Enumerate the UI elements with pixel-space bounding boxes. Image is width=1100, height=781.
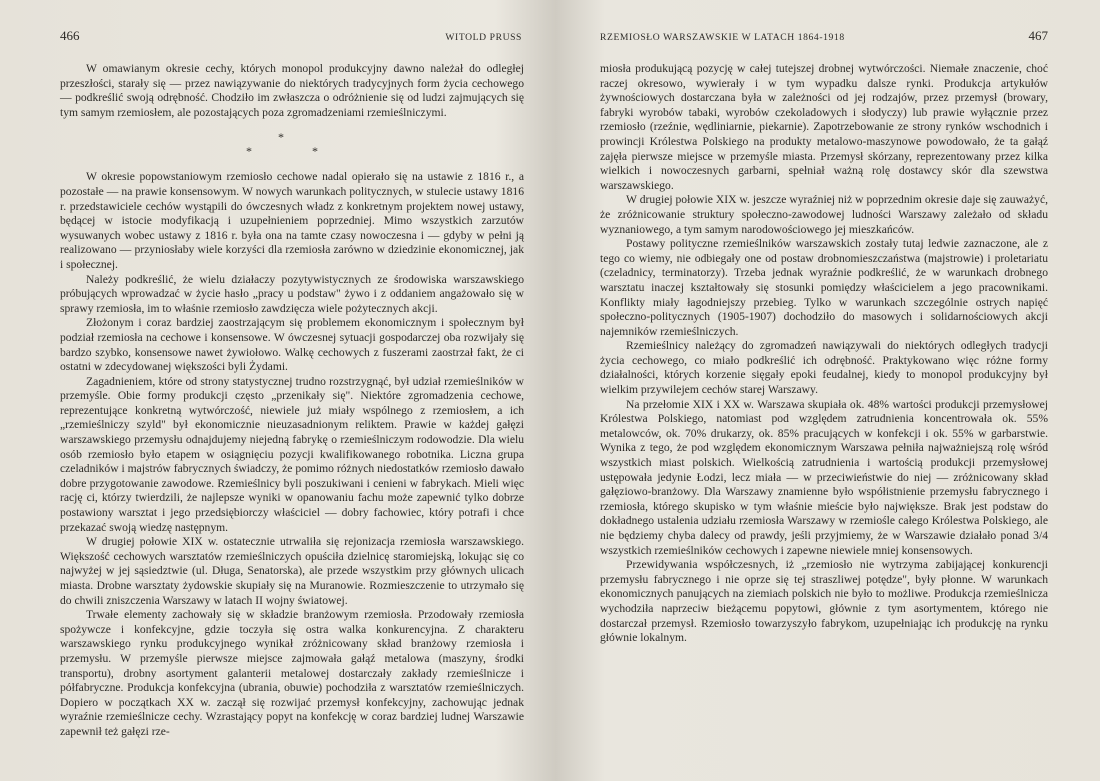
paragraph: Na przełomie XIX i XX w. Warszawa skupiała ok. 48% wartości produkcji przemysłowej Królestwa Polskiego, natomiast pod względem zatrudnienia koncentrowała ok. 55% metalowców, ok. 70% drukarzy, ok. 85% pracujących w konfekcji i ok. 55% w garbarstwie. Wynika z tego, że pod względem ekonomicznym Warszawa pełniła najważniejszą rolę wśród wszystkich miast polskich. Wielkością zatrudnienia i wartością produkcji przemysłowej ustępowała jedynie Łodzi, lecz miała — w przeciwieństwie do niej — zróżnicowany skład gałęziowo-branżowy. Dla Warszawy znamienne było współistnienie przemysłu fabrycznego i rzemiosła, którego skupisko w tym właśnie mieście było największe. Brak jest podstaw do dokładnego ustalenia udziału rzemiosła Warszawy w rzemiośle całego Królestwa Polskiego, ale nie będziemy chyba dalecy od prawdy, jeśli przyjmiemy, że w Warszawie działało ponad 3/4 wszystkich rzemieślników cechowych i zapewne niewiele mniej konsensowych. <box>600 397 1048 557</box>
paragraph-continuation: miosła produkującą pozycję w całej tutejszej drobnej wytwórczości. Niemałe znaczenie, choć raczej okresowo, wywierały i w tym wypadku dalsze rynki. Produkcja artykułów żywnościowych dostarczana była w zależności od jej rodzajów, przez przemysł (browary, fabryki wyrobów tabaki, wyrobów czekoladowych i słodyczy) lub prawie wyłącznie przez rzemiosło (rzeźnie, wędliniarnie, piekarnie). Zapotrzebowanie ze strony rynków wschodnich i prowincji Królestwa Polskiego na produkty metalowo-maszynowe powodowało, że ta gałąź zajęła pierwsze miejsce w przemyśle miasta. Przemysł skórzany, reprezentowany przez kilka wielkich i nowoczesnych garbarni, spełniał ważną rolę dostawcy skór dla szewstwa warszawskiego. <box>600 62 1048 192</box>
paragraph: Postawy polityczne rzemieślników warszawskich zostały tutaj ledwie zaznaczone, ale z tego co wiemy, nie odbiegały one od postaw drobnomieszczaństwa (majstrowie) i proletariatu (czeladnicy, terminatorzy). Trzeba jednak wyraźnie podkreślić, że w warunkach drobnego warsztatu inaczej kształtowały się stosunki pomiędzy właścicielem a jego pracownikami. Konflikty miały łagodniejszy przebieg. Tylko w warunkach szczególnie ostrych napięć społeczno-politycznych (1905-1907) dochodziło do masowych i solidarnościowych akcji najemników rzemieślniczych. <box>600 237 1048 338</box>
left-page-body <box>60 62 524 740</box>
left-running-head <box>60 28 530 62</box>
paragraph: W drugiej połowie XIX w. ostatecznie utrwaliła się rejonizacja rzemiosła warszawskiego. Większość cechowych warsztatów rzemieślniczych opuściła dzielnicę staromiejską, lokując się co najwyżej w jej sąsiedztwie (ul. Długa, Senatorska), ale przede wszystkim przy głównych ulicach miasta. Drobne warsztaty żydowskie skupiały się na Muranowie. Rozmieszczenie to utrzymało się do chwili zniszczenia Warszawy w latach II wojny światowej. <box>60 535 524 607</box>
right-running-title: RZEMIOSŁO WARSZAWSKIE W LATACH 1864-1918 <box>600 32 845 43</box>
right-page-body <box>600 62 1048 646</box>
paragraph: Rzemieślnicy należący do zgromadzeń nawiązywali do niektórych odległych tradycji życia cechowego, co miało podkreślić ich odrębność. Praktykowano więc różne formy działalności, których korzenie sięgały epoki feudalnej, kiedy to monopol produkcyjny był wielkim przywilejem cechów starej Warszawy. <box>600 339 1048 397</box>
right-page <box>556 0 1100 781</box>
paragraph: W okresie popowstaniowym rzemiosło cechowe nadal opierało się na ustawie z 1816 r., a pozostałe — na prawie konsensowym. W nowych warunkach politycznych, w stulecie ustawy 1816 r. przedstawiciele cechów wystąpili do ówczesnych władz z konkretnym projektem nowej ustawy, będącej w istocie modyfikacją i uzupełnieniem poprzedniej. Mimo wszystkich zarzutów wysuwanych wobec ustawy z 1816 r. była ona na tamte czasy nowoczesna i — gdyby w pełni ją realizowano — przyniosłaby wiele korzyści dla rzemiosła zarówno w dziedzinie ekonomicznej, jak i społecznej. <box>60 170 524 271</box>
paragraph: Należy podkreślić, że wielu działaczy pozytywistycznych ze środowiska warszawskiego próbujących wprowadzać w życie hasło „pracy u podstaw" żywo i z oddaniem angażowało się w sprawy rzemiosła, im to właśnie rzemiosło zawdzięcza wiele pożytecznych akcji. <box>60 272 524 315</box>
paragraph: Przewidywania współczesnych, iż „rzemiosło nie wytrzyma zabijającej konkurencji przemysłu fabrycznego i nie oprze się tej straszliwej potędze", były płonne. W warunkach ekonomicznych panujących na ziemiach polskich nie było to możliwe. Produkcja rzemieślnicza wychodziła naprzeciw bieżącemu popytowi, głównie z tym asortymentem, którego nie dostarczał przemysł. Rzemiosło towarzyszyło fabrykom, uzupełniając ich produkcję na rynku głównie lokalnym. <box>600 558 1048 645</box>
asterisk: * <box>278 130 284 145</box>
left-running-title: WITOLD PRUSS <box>445 32 522 43</box>
right-page-number: 467 <box>1028 28 1048 43</box>
paragraph: Zagadnieniem, które od strony statystycznej trudno rozstrzygnąć, był udział rzemieślników w przemyśle. Obie formy produkcji często „przenikały się". Niektóre zgromadzenia cechowe, reprezentujące konkretną wytwórczość, niewiele już miały wspólnego z rzemiosłem, a ich „rzemieślniczy szyld" był ekonomicznie nieuzasadnionym reliktem. Prawie w każdej gałęzi warszawskiego przemysłu odnajdujemy niejedną fabrykę o rzemieślniczym rodowodzie. Dla wielu osób rzemiosło było etapem w osiągnięciu pozycji kwalifikowanego robotnika. Liczna grupa czeladników i majstrów fabrycznych świadczy, że pomimo różnych niedostatków rzemiosło dawało dobre przygotowanie zawodowe. Rzemieślnicy byli poszukiwani i cenieni w fabrykach. Mieli więc rację ci, którzy twierdzili, że najlepsze wyniki w opanowaniu fachu może zapewnić tylko dobrze postawiony warsztat i jego przedsiębiorczy właściciel — dobry fachowiec, który potrafi i chce przekazać swoją wiedzę następnym. <box>60 374 524 534</box>
asterisk: * <box>246 144 252 159</box>
paragraph: Złożonym i coraz bardziej zaostrzającym się problemem ekonomicznym i społecznym był podział rzemiosła na cechowe i konsensowe. W ówczesnej sytuacji gospodarczej oba rozwijały się bardzo szybko, konsensowe nawet żywiołowo. Walkę cechowych z fuszerami zaostrzał fakt, że ci ostatni w zdecydowanej większości byli Żydami. <box>60 316 524 374</box>
asterisk: * <box>312 144 318 159</box>
paragraph: W drugiej połowie XIX w. jeszcze wyraźniej niż w poprzednim okresie daje się zauważyć, że zróżnicowanie struktury społeczno-zawodowej ludności Warszawy zależało od składu wyznaniowego, a tym samym narodowościowego jej mieszkańców. <box>600 193 1048 236</box>
paragraph: W omawianym okresie cechy, których monopol produkcyjny dawno należał do odległej przeszłości, starały się — przez nawiązywanie do niektórych tradycyjnych form życia cechowego — podkreślić swoją odrębność. Chodziło im zwłaszcza o odróżnienie się od ludzi zajmujących się tym samym rzemiosłem, ale pozostających poza zgromadzeniami rzemieślniczymi. <box>60 62 524 119</box>
section-break <box>60 126 524 170</box>
right-running-head <box>600 28 1048 62</box>
paragraph: Trwałe elementy zachowały się w składzie branżowym rzemiosła. Przodowały rzemiosła spożywcze i konfekcyjne, gdzie toczyła się ostra walka konkurencyjna. Z charakteru warszawskiego rynku produkcyjnego wynikał zróżnicowany skład branżowy rzemiosła i przemysłu. W przemyśle pierwsze miejsce zajmowała gałąź metalowa (maszyny, środki transportu), drobny asortyment galanterii metalowej dostarczały zakłady rzemieślnicze i półfabryczne. Produkcja konfekcyjna (ubrania, obuwie) pochodziła z warsztatów rzemieślniczych. Dopiero w początkach XX w. zaczął się rozwijać przemysł konfekcyjny, zachowując jednak wyraźnie rzemieślnicze cechy. Wzrastający popyt na konfekcję w coraz bardziej ludnej Warszawie zapewnił też gałęzi rze- <box>60 608 524 738</box>
left-page-number: 466 <box>60 28 80 43</box>
